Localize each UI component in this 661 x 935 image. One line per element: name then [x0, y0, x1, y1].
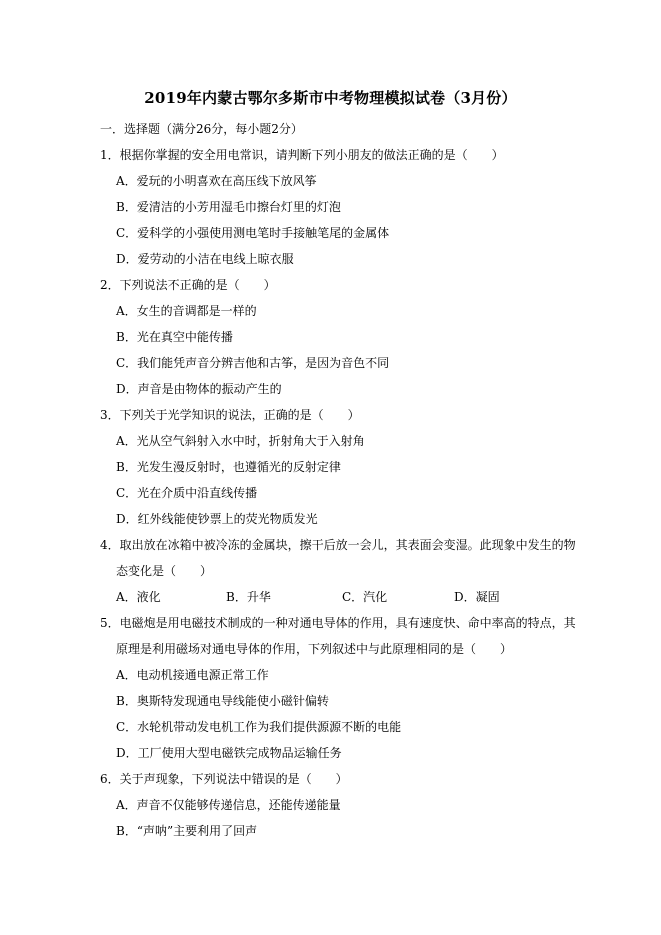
question-4-option-b: B．升华 — [226, 590, 271, 604]
question-6-option-a: A．声音不仅能够传递信息，还能传递能量 — [116, 798, 341, 812]
question-6-option-b: B．“声呐”主要利用了回声 — [116, 824, 258, 838]
question-4-option-d: D．凝固 — [454, 590, 500, 604]
question-2-option-a: A．女生的音调都是一样的 — [116, 304, 257, 318]
question-5-option-b: B．奥斯特发现通电导线能使小磁针偏转 — [116, 694, 329, 708]
question-3-option-b: B．光发生漫反射时，也遵循光的反射定律 — [116, 460, 341, 474]
question-4-option-a: A．液化 — [116, 590, 161, 604]
question-1-stem: 1．根据你掌握的安全用电常识，请判断下列小朋友的做法正确的是（ ） — [100, 148, 504, 162]
question-1-option-d: D．爱劳动的小洁在电线上晾衣服 — [116, 252, 294, 266]
exam-title: 2019年内蒙古鄂尔多斯市中考物理模拟试卷（3月份） — [144, 89, 517, 107]
question-1-option-a: A．爱玩的小明喜欢在高压线下放风筝 — [116, 174, 317, 188]
question-3-option-c: C．光在介质中沿直线传播 — [116, 486, 258, 500]
question-5-option-c: C．水轮机带动发电机工作为我们提供源源不断的电能 — [116, 720, 402, 734]
question-1-option-b: B．爱清洁的小芳用湿毛巾擦台灯里的灯泡 — [116, 200, 341, 214]
question-3-stem: 3．下列关于光学知识的说法，正确的是（ ） — [100, 408, 360, 422]
question-5-stem-continued: 原理是利用磁场对通电导体的作用，下列叙述中与此原理相同的是（ ） — [116, 642, 513, 656]
question-1-option-c: C．爱科学的小强使用测电笔时手接触笔尾的金属体 — [116, 226, 390, 240]
section-heading: 一．选择题（满分26分，每小题2分） — [100, 122, 303, 136]
question-2-option-c: C．我们能凭声音分辨吉他和古筝，是因为音色不同 — [116, 356, 390, 370]
question-5-option-d: D．工厂使用大型电磁铁完成物品运输任务 — [116, 746, 342, 760]
question-2-option-d: D．声音是由物体的振动产生的 — [116, 382, 282, 396]
question-5-stem: 5．电磁炮是用电磁技术制成的一种对通电导体的作用，具有速度快、命中率高的特点，其 — [100, 616, 576, 630]
question-2-stem: 2．下列说法不正确的是（ ） — [100, 278, 276, 292]
question-4-option-c: C．汽化 — [342, 590, 388, 604]
question-4-stem-continued: 态变化是（ ） — [116, 564, 213, 578]
question-2-option-b: B．光在真空中能传播 — [116, 330, 233, 344]
question-3-option-d: D．红外线能使钞票上的荧光物质发光 — [116, 512, 318, 526]
question-5-option-a: A．电动机接通电源正常工作 — [116, 668, 269, 682]
question-6-stem: 6．关于声现象，下列说法中错误的是（ ） — [100, 772, 348, 786]
question-3-option-a: A．光从空气斜射入水中时，折射角大于入射角 — [116, 434, 365, 448]
question-4-stem: 4．取出放在冰箱中被冷冻的金属块，擦干后放一会儿，其表面会变湿。此现象中发生的物 — [100, 538, 576, 552]
